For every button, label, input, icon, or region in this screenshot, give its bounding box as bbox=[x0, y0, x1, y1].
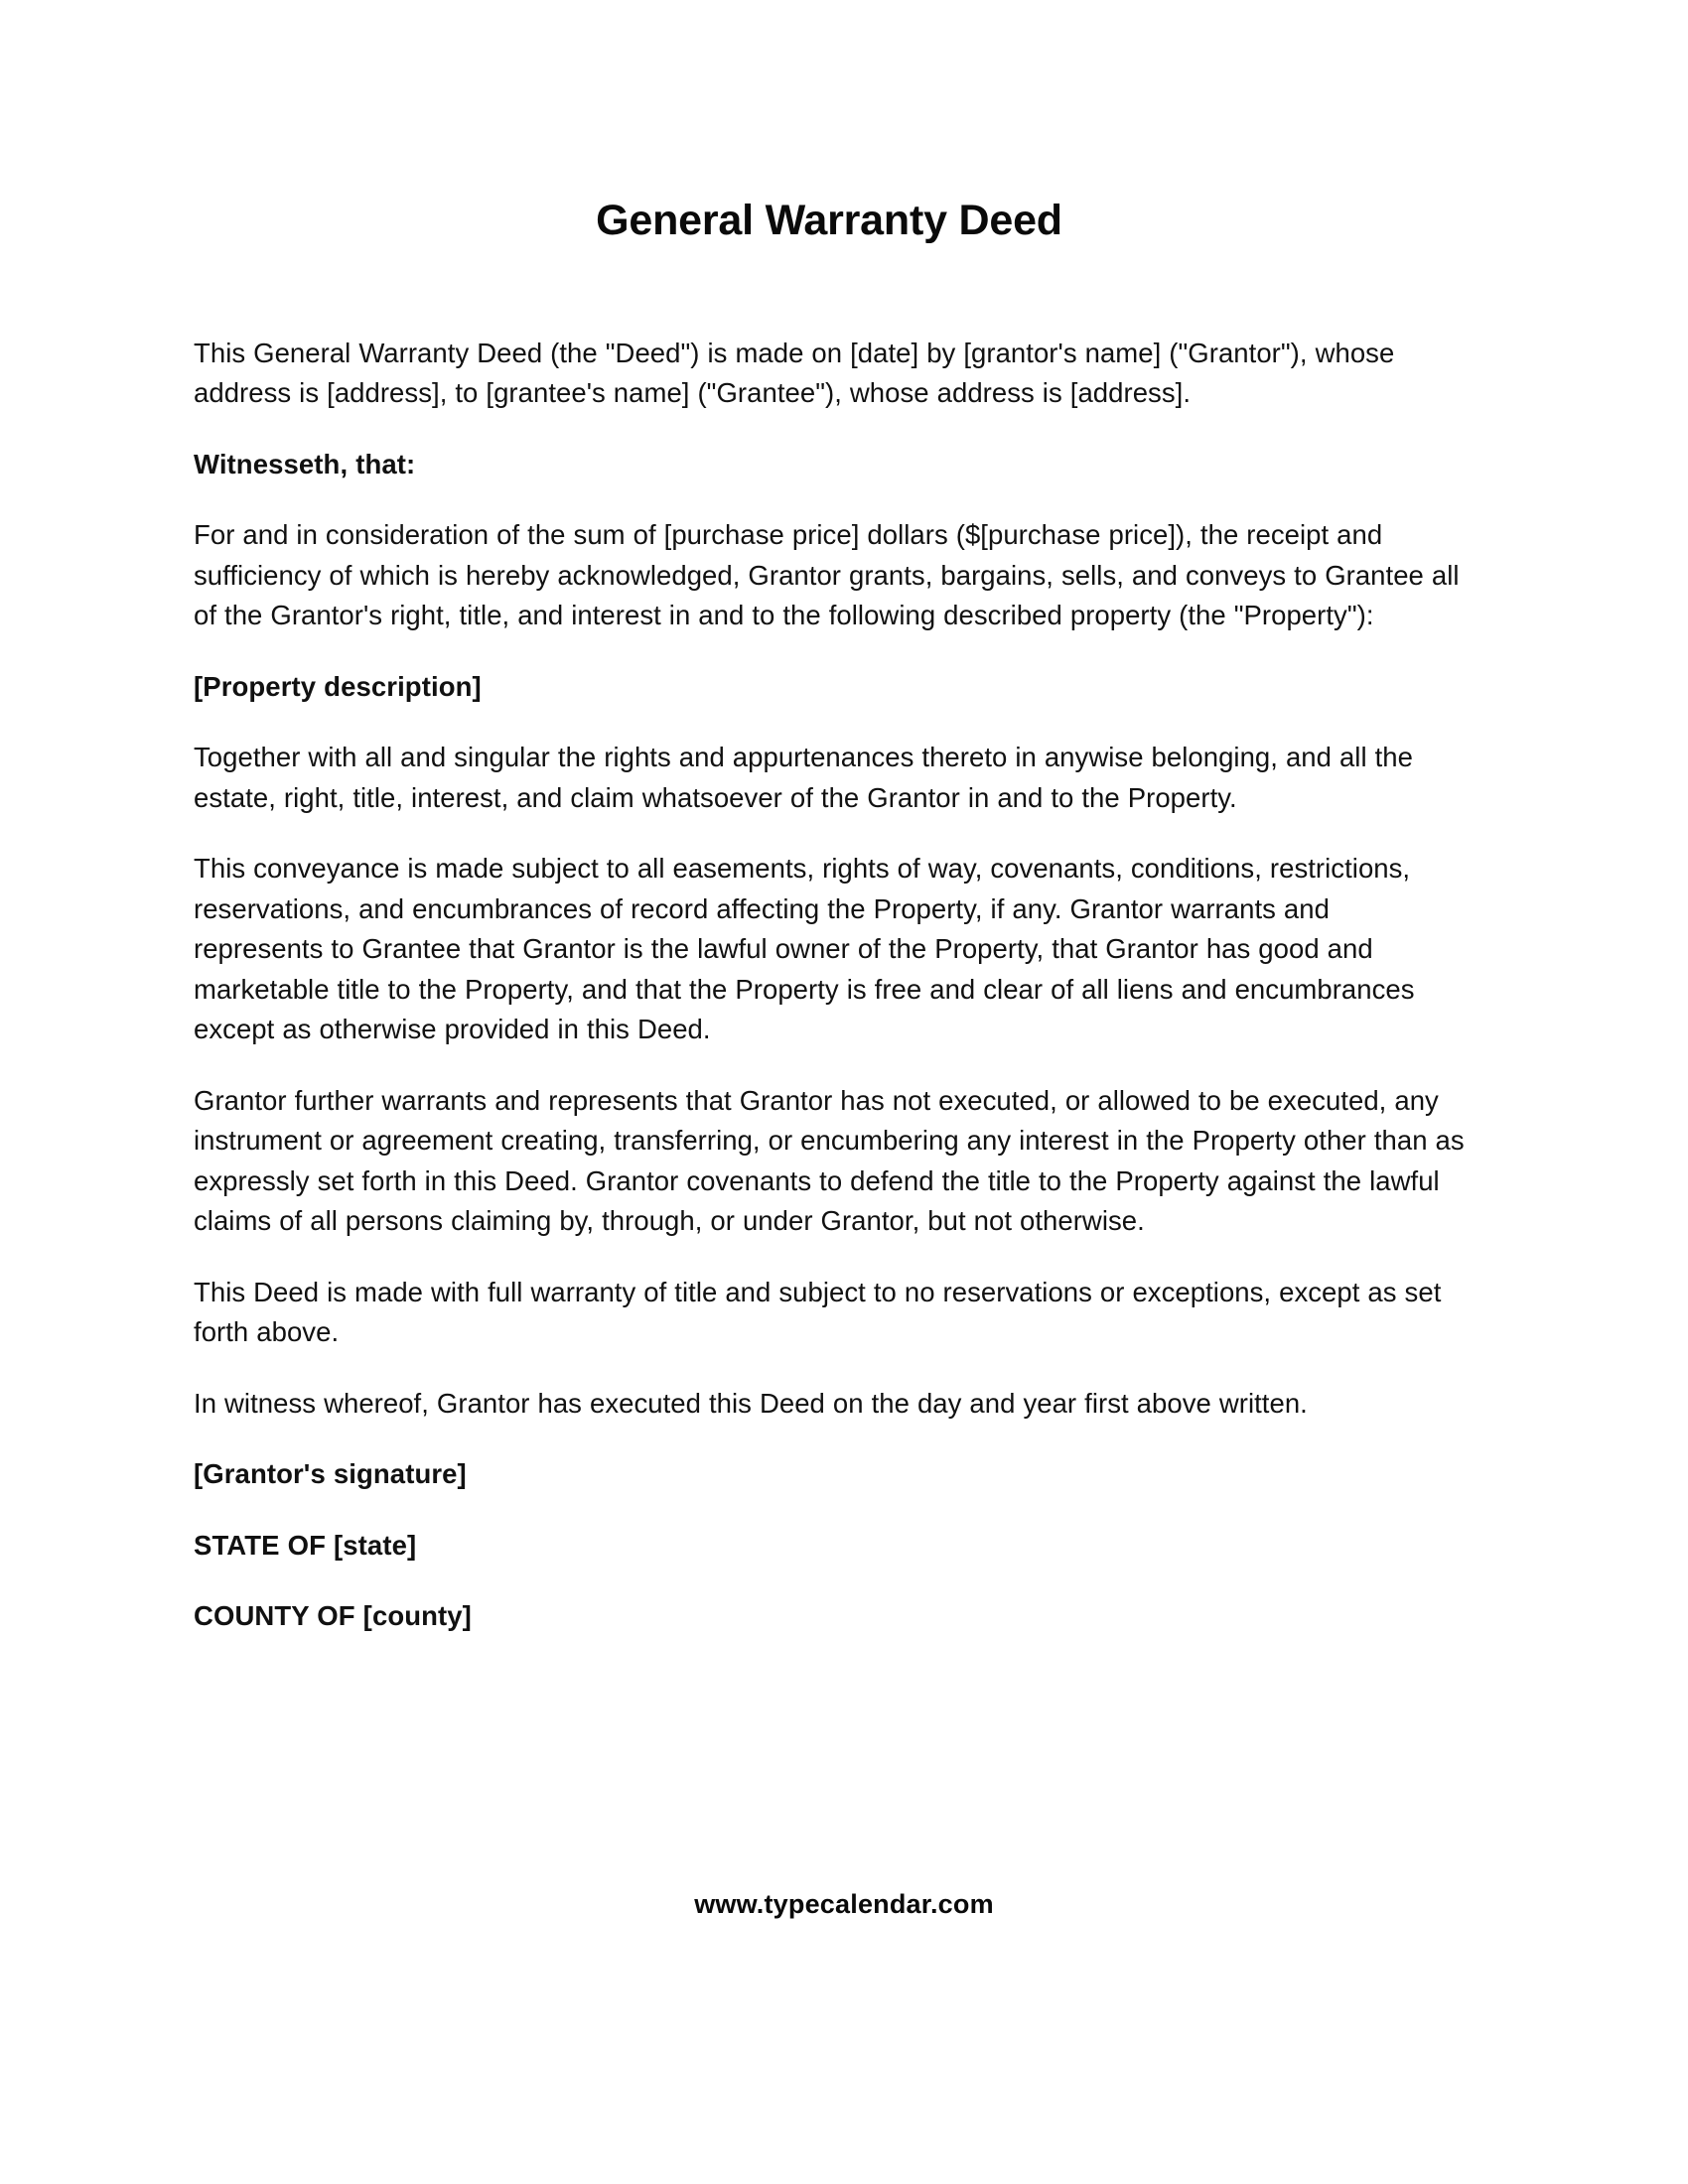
paragraph-intro: This General Warranty Deed (the "Deed") is made on [date] by [grantor's name] ("Grantor"), whose address is [address], to [grantee's name] ("Grantee"), whose address is [address]. bbox=[194, 337, 1395, 409]
heading-grantor-signature: [Grantor's signature] bbox=[194, 1458, 467, 1490]
heading-state: STATE OF [state] bbox=[194, 1529, 417, 1561]
page-title: General Warranty Deed bbox=[596, 197, 1062, 244]
document-content bbox=[194, 0, 1465, 1668]
document-body bbox=[194, 334, 1465, 1637]
heading-witnesseth: Witnesseth, that: bbox=[194, 448, 416, 479]
paragraph-appurtenances: Together with all and singular the rights and appurtenances thereto in anywise belonging, and all the estate, right, title, interest, and claim whatsoever of the Grantor in and to the Property. bbox=[194, 742, 1413, 813]
heading-property-description: [Property description] bbox=[194, 670, 482, 702]
paragraph-in-witness-whereof: In witness whereof, Grantor has executed this Deed on the day and year first above written. bbox=[194, 1387, 1308, 1419]
heading-county: COUNTY OF [county] bbox=[194, 1600, 472, 1632]
paragraph-consideration: For and in consideration of the sum of [purchase price] dollars ($[purchase price]), the receipt and sufficiency of which is hereby acknowledged, Grantor grants, bargains, sells, and conveys to Grantee all of the Grantor's right, title, and interest in and to the following described property (the "Property"): bbox=[194, 519, 1460, 631]
paragraph-further-warrants: Grantor further warrants and represents that Grantor has not executed, or allowed to be executed, any instrument or agreement creating, transferring, or encumbering any interest in the Property other than as expressly set forth in this Deed. Grantor covenants to defend the title to the Property against the lawful claims of all persons claiming by, through, or under Grantor, but not otherwise. bbox=[194, 1084, 1465, 1237]
paragraph-full-warranty: This Deed is made with full warranty of title and subject to no reservations or exceptions, except as set forth above. bbox=[194, 1276, 1442, 1348]
paragraph-conveyance-subject-to: This conveyance is made subject to all easements, rights of way, covenants, conditions, restrictions, reservations, and encumbrances of record affecting the Property, if any. Grantor warrants and represents to Grantee that Grantor is the lawful owner of the Property, that Grantor has good and marketable title to the Property, and that the Property is free and clear of all liens and encumbrances except as otherwise provided in this Deed. bbox=[194, 853, 1415, 1045]
footer-website: www.typecalendar.com bbox=[694, 1889, 994, 1919]
